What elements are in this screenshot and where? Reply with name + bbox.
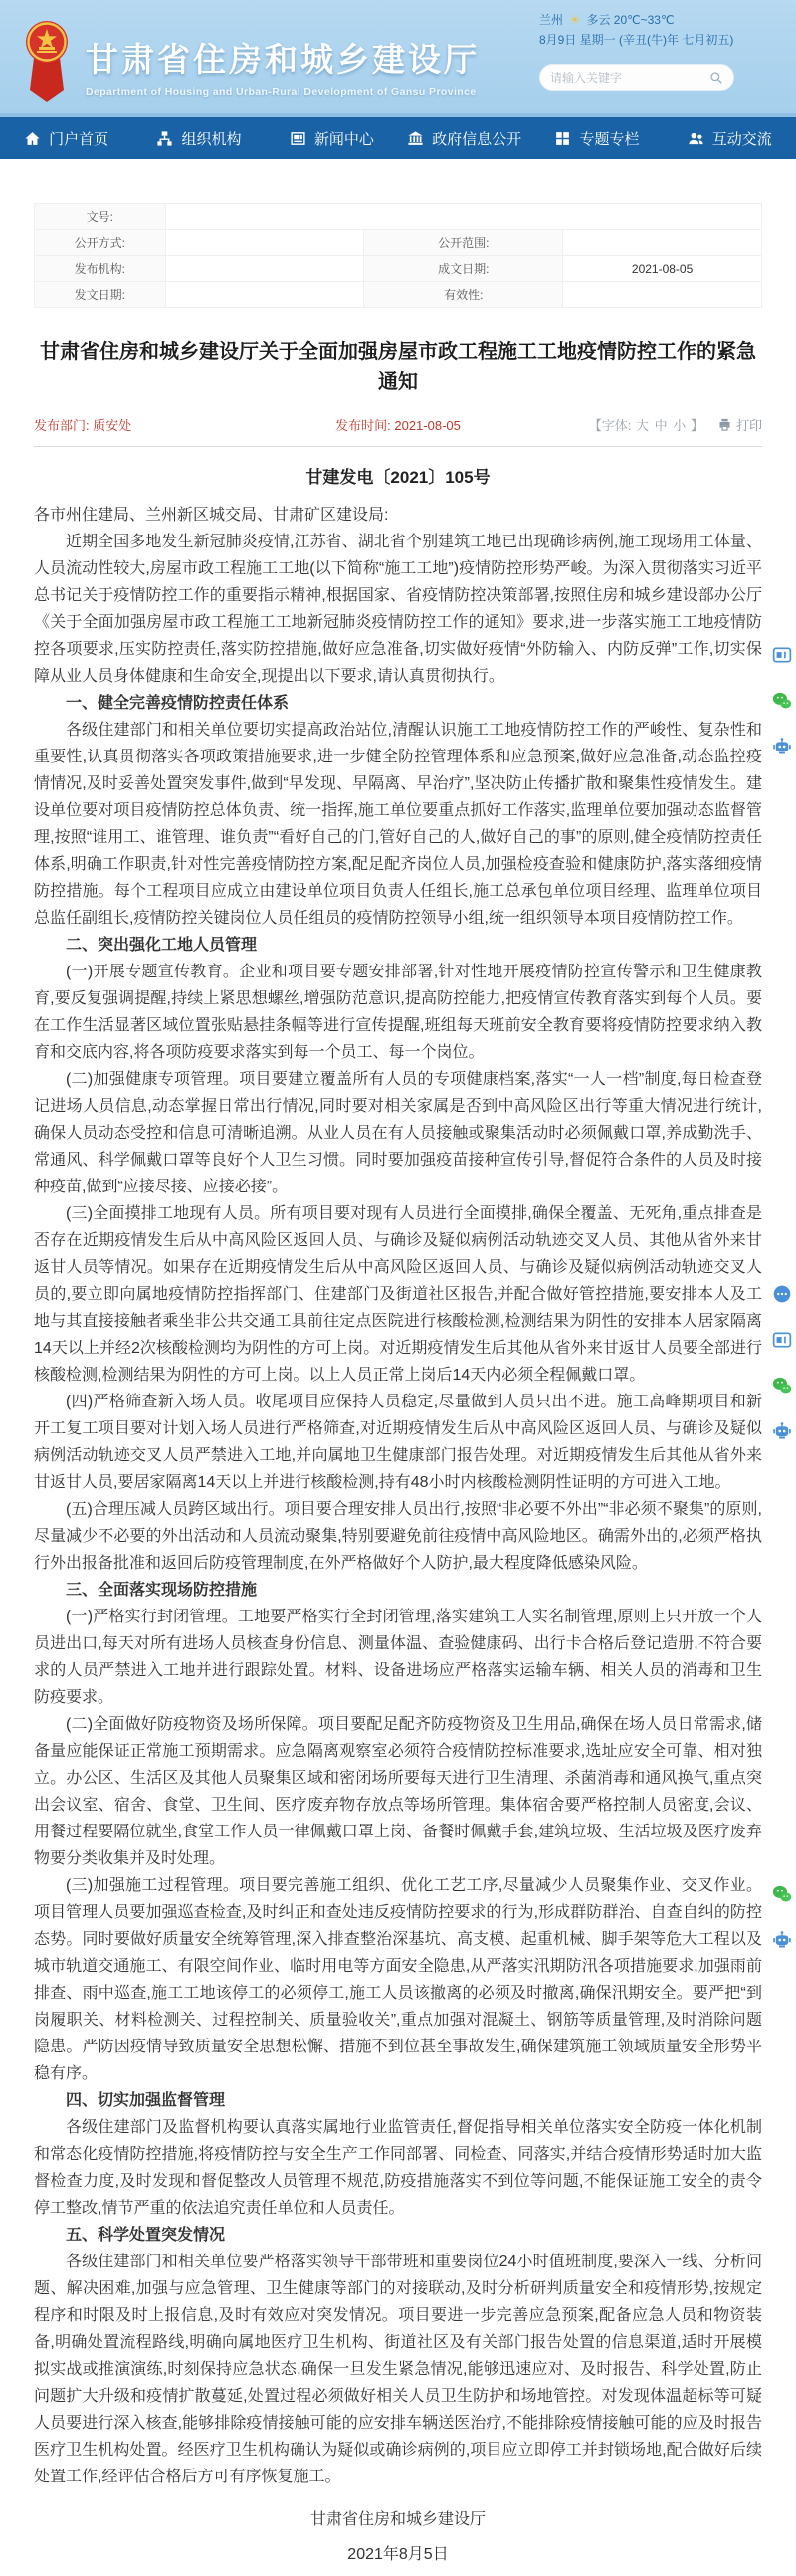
grid-icon: [554, 130, 571, 147]
body-paragraph: (一)开展专题宣传教育。企业和项目要专题安排部署,针对性地开展疫情防控宣传警示和卫生健康教育,要反复强调提醒,持续上紧思想螺丝,增强防范意识,提高防控能力,把疫情宣传教育落实到每个人员。要在工作生活显著区域位置张贴悬挂条幅等进行宣传提醒,班组每天班前安全教育要将疫情防控要求纳入教育和交底内容,将各项防疫要求落实到每一个员工、每一个岗位。: [34, 964, 762, 1061]
pub-time: 发布时间: 2021-08-05: [335, 418, 461, 433]
body-paragraph: 各级住建部门和相关单位要切实提高政治站位,清醒认识施工工地疫情防控工作的严峻性、复杂性和重要性,认真贯彻落实各项政策措施要求,进一步健全防控管理体系和应急预案,做好应急准备,动态监控疫情情况,及时妥善处置突发事件,做到“早发现、早隔离、早治疗”,坚决防止传播扩散和聚集性疫情发生。建设单位要对项目疫情防控总体负责、统一指挥,施工单位要重点抓好工作落实,监理单位要加强动态监督管理,按照“谁用工、谁管理、谁负责”“看好自己的门,管好自己的人,做好自己的事”的原则,健全疫情防控责任体系,明确工作职责,针对性完善疫情防控方案,配足配齐岗位人员,加强检疫查验和健康防护,落实落细疫情防控措施。每个工程项目应成立由建设单位项目负责人任组长,施工总承包单位项目经理、监理单位项目总监任副组长,疫情防控关键岗位人员任组员的疫情防控领导小组,统一组织领导本项目疫情防控工作。: [34, 722, 762, 927]
info-field-label: 公开范围:: [364, 230, 563, 256]
nav-item-4[interactable]: [398, 117, 530, 159]
info-field-label: 公开方式:: [35, 230, 166, 256]
body-paragraph: 各级住建部门及监督机构要认真落实属地行业监管责任,督促指导相关单位落实安全防疫一体化机制和常态化疫情防控措施,将疫情防控与安全生产工作同部署、同检查、同落实,并结合疫情形势适时加大监督检查力度,及时发现和督促整改人员管理不规范,防疫措施落实不到位等问题,不能保证施工安全的责令停工整改,情节严重的依法追究责任单位和人员责任。: [34, 2119, 762, 2217]
body-paragraph: (三)全面摸排工地现有人员。所有项目要对现有人员进行全面摸排,确保全覆盖、无死角,重点排查是否存在近期疫情发生后从中高风险区返回人员、与确诊及疑似病例活动轨迹交叉人员、其他从省外来甘返甘人员等情况。如果存在近期疫情发生后从中高风险区返回人员、与确诊及疑似病例活动轨迹交叉人员的,要立即向属地疫情防控指挥部门、住建部门及街道社区报告,并配合做好管控措施,要安排本人及工地与其直接接触者乘坐非公共交通工具前往定点医院进行核酸检测,检测结果为阴性的安排本人居家隔离14天以上并经2次核酸检测均为阴性的方可上岗。对近期疫情发生后其他从省外来甘返甘人员要全部进行核酸检测,检测结果为阴性的方可上岗。以上人员正常上岗后14天内必须全程佩戴口罩。: [34, 1205, 762, 1384]
site-title: 甘肃省住房和城乡建设厅: [86, 41, 480, 78]
nav-item-label: 政府信息公开: [432, 130, 522, 148]
body-paragraph: (二)全面做好防疫物资及场所保障。项目要配足配齐防疫物资及卫生用品,确保在场人员日常需求,储备量应能保证正常施工预期需求。应急隔离观察室必须符合疫情防控标准要求,选址应安全可靠、相对独立。办公区、生活区及其他人员聚集区域和密闭场所要每天进行卫生清理、杀菌消毒和通风换气,重点突出会议室、宿舍、食堂、卫生间、医疗废弃物存放点等场所管理。集体宿舍要严格控制人员密度,会议、用餐过程要隔位就坐,食堂工作人员一律佩戴口罩上岗、备餐时佩戴手套,建筑垃圾、生活垃圾及医疗废弃物要分类收集并及时处理。: [34, 1716, 762, 1867]
info-field-value: 2021-08-05: [563, 256, 762, 282]
wechat-icon[interactable]: [772, 1376, 792, 1395]
signature-org: 甘肃省住房和城乡建设厅: [309, 2511, 486, 2528]
card-reader-icon[interactable]: [772, 1330, 792, 1350]
print-button[interactable]: 打印: [717, 415, 762, 434]
pub-dept: 发布部门: 质安处: [34, 418, 132, 433]
body-paragraph: (三)加强施工过程管理。项目要完善施工组织、优化工艺工序,尽量减少人员聚集作业、交叉作业。项目管理人员要加强巡查检查,及时纠正和查处违反疫情防控要求的行为,形成群防群治、自查自纠的防控态势。同时要做好质量安全统筹管理,深入排查整治深基坑、高支模、起重机械、脚手架等危大工程以及城市轨道交通施工、有限空间作业、临时用电等方面安全隐患,从严落实汛期防汛各项措施要求,加强雨前排查、雨中巡查,施工工地该停工的必须停工,施工人员该撤离的必须及时撤离,确保汛期安全。要严把“到岗履职关、材料检测关、过程控制关、质量验收关”,重点加强对混凝土、钢筋等质量管理,及时消除问题隐患。严防因疫情导致质量安全思想松懈、措施不到位甚至事故发生,确保建筑施工领域质量安全形势平稳有序。: [34, 1877, 762, 2082]
search-icon[interactable]: [709, 71, 723, 85]
nav-item-label: 组织机构: [181, 130, 242, 148]
info-table-row: [35, 230, 762, 256]
doc-title: 甘肃省住房和城乡建设厅关于全面加强房屋市政工程施工工地疫情防控工作的紧急通知: [40, 341, 756, 393]
search-input[interactable]: [550, 71, 709, 85]
section-heading: 二、突出强化工地人员管理: [66, 937, 258, 954]
font-size-switch: 【字体: 大 中 小 】: [588, 418, 703, 433]
weather-line: [539, 10, 768, 30]
nav-item-label: 新闻中心: [313, 130, 374, 148]
document-body: [34, 502, 762, 2490]
signature-block: [34, 2506, 762, 2568]
chat-bubble-icon[interactable]: [772, 1284, 792, 1304]
card-reader-icon[interactable]: [772, 645, 792, 665]
nav-item-label: 专题专栏: [579, 130, 640, 148]
body-paragraph: 各市州住建局、兰州新区城交局、甘肃矿区建设局:: [34, 507, 389, 524]
main-nav: [0, 113, 796, 159]
site-subtitle: Department of Housing and Urban-Rural Development of Gansu Province: [86, 86, 477, 98]
nav-item-3[interactable]: [266, 117, 398, 159]
nav-item-label: 互动交流: [711, 130, 772, 148]
people-icon: [688, 130, 704, 147]
printer-icon: [717, 417, 732, 432]
news-icon: [290, 130, 306, 147]
weather-city: 兰州: [539, 13, 564, 27]
info-field-value: [563, 230, 762, 256]
info-table-row: [35, 204, 762, 230]
font-size-small[interactable]: 小: [673, 418, 687, 433]
info-field-value: [165, 204, 761, 230]
robot-icon[interactable]: [772, 1930, 792, 1950]
sun-icon: ☀: [569, 13, 581, 27]
info-field-value: [165, 256, 364, 282]
search-box: [539, 64, 734, 91]
site-header: [0, 0, 796, 113]
nav-item-2[interactable]: [132, 117, 265, 159]
weather-condition: 多云 20℃~33℃: [586, 13, 675, 27]
divider: [34, 446, 762, 447]
nav-item-1[interactable]: [0, 117, 132, 159]
gov-icon: [407, 130, 424, 147]
floating-widget-group-1: [772, 645, 794, 782]
body-paragraph: 各级住建部门和相关单位要严格落实领导干部带班和重要岗位24小时值班制度,要深入一线、分析问题、解决困难,加强与应急管理、卫生健康等部门的对接联动,及时分析研判质量安全和疫情形势,按规定程序和时限及时上报信息,及时有效应对突发情况。项目要进一步完善应急预案,配备应急人员和物资装备,明确处置流程路线,明确向属地医疗卫生机构、街道社区及有关部门报告处置的信息渠道,适时开展模拟实战或推演演练,时刻保持应急状态,确保一旦发生紧急情况,能够迅速应对、及时报告、科学处置,防止问题扩大升级和疫情扩散蔓延,处置过程必须做好相关人员卫生防护和场地管控。对发现体温超标等可疑人员要进行深入核查,能够排除疫情接触可能的应安排车辆送医治疗,不能排除疫情接触可能的应及时报告医疗卫生机构处置。经医疗卫生机构确认为疑似或确诊病例的,项目应立即停工并封锁场地,配合做好后续处置工作,经评估合格后方可有序恢复施工。: [34, 2254, 762, 2485]
info-field-value: [165, 282, 364, 308]
robot-icon[interactable]: [772, 1421, 792, 1441]
section-heading: 三、全面落实现场防控措施: [66, 1582, 258, 1599]
floating-widget-group-2: [772, 1284, 794, 1467]
national-emblem-icon: [24, 20, 70, 104]
wechat-icon[interactable]: [772, 691, 792, 711]
info-field-label: 发布机构:: [35, 256, 166, 282]
body-paragraph: 近期全国多地发生新冠肺炎疫情,江苏省、湖北省个别建筑工地已出现确诊病例,施工现场用工体量、人员流动性较大,房屋市政工程施工工地(以下简称“施工工地”)疫情防控形势严峻。为深入贯彻落实习近平总书记关于疫情防控工作的重要指示精神,根据国家、省疫情防控决策部署,按照住房和城乡建设部办公厅《关于全面加强房屋市政工程施工工地新冠肺炎疫情防控工作的通知》要求,进一步落实施工工地疫情防控各项要求,压实防控责任,落实防控措施,做好应急准备,切实做好疫情“外防输入、内防反弹”工作,切实保障从业人员身体健康和生命安全,现提出以下要求,请认真贯彻执行。: [34, 534, 762, 685]
info-field-value: [563, 282, 762, 308]
date-line: 8月9日 星期一 (辛丑(牛)年 七月初五): [539, 33, 734, 47]
info-field-label: 发文日期:: [35, 282, 166, 308]
wechat-icon[interactable]: [772, 1884, 792, 1904]
doc-meta: [34, 415, 762, 434]
home-icon: [24, 130, 41, 147]
font-size-medium[interactable]: 中: [654, 418, 668, 433]
body-paragraph: (五)合理压减人员跨区域出行。项目要合理安排人员出行,按照“非必要不外出”“非必须不聚集”的原则,尽量减少不必要的外出活动和人员流动聚集,特别要避免前往疫情中高风险地区。确需外出的,必须严格执行外出报备批准和返回后防疫管理制度,在外严格做好个人防护,最大程度降低感染风险。: [34, 1501, 762, 1572]
sitemap-icon: [156, 130, 173, 147]
info-field-label: 成文日期:: [364, 256, 563, 282]
info-table-row: [35, 256, 762, 282]
nav-item-6[interactable]: [664, 117, 796, 159]
body-paragraph: (四)严格筛查新入场人员。收尾项目应保持人员稳定,尽量做到人员只出不进。施工高峰期项目和新开工复工项目要对计划入场人员进行严格筛查,对近期疫情发生后从中高风险区返回人员、与确诊及疑似病例活动轨迹交叉人员严禁进入工地,并向属地卫生健康部门报告处理。对近期疫情发生后其他从省外来甘返甘人员,要居家隔离14天以上并进行核酸检测,持有48小时内核酸检测阴性证明的方可进入工地。: [34, 1394, 762, 1491]
doc-info-table: [34, 203, 762, 308]
section-heading: 四、切实加强监督管理: [66, 2092, 226, 2109]
body-paragraph: (一)严格实行封闭管理。工地要严格实行全封闭管理,落实建筑工人实名制管理,原则上只开放一个人员进出口,每天对所有进场人员核查身份信息、测量体温、查验健康码、出行卡合格后登记造册,不符合要求的人员严禁进入工地并进行跟踪处置。材料、设备进场应严格落实运输车辆、相关人员的消毒和卫生防疫要求。: [34, 1609, 762, 1706]
robot-icon[interactable]: [772, 737, 792, 756]
section-heading: 五、科学处置突发情况: [66, 2227, 226, 2244]
signature-date: 2021年8月5日: [347, 2546, 449, 2563]
nav-item-label: 门户首页: [49, 130, 109, 148]
brand[interactable]: [24, 20, 480, 104]
content: [0, 203, 796, 2568]
info-field-value: [165, 230, 364, 256]
floating-widget-group-3: [772, 1884, 794, 1976]
nav-item-5[interactable]: [530, 117, 663, 159]
info-table-row: [35, 282, 762, 308]
body-paragraph: (二)加强健康专项管理。项目要建立覆盖所有人员的专项健康档案,落实“一人一档”制度,每日检查登记进场人员信息,动态掌握日常出行情况,同时要对相关家属是否到中高风险区出行等重大情况进行统计,确保人员动态受控和信息可清晰追溯。从业人员在有人员接触或聚集活动时必须佩戴口罩,养成勤洗手、常通风、科学佩戴口罩等良好个人卫生习惯。同时要加强疫苗接种宣传引导,督促符合条件的人员及时接种疫苗,做到“应接尽接、应接必接”。: [34, 1071, 762, 1195]
doc-number: 甘建发电〔2021〕105号: [305, 468, 491, 487]
info-field-label: 有效性:: [364, 282, 563, 308]
font-size-large[interactable]: 大: [636, 418, 650, 433]
info-field-label: 文号:: [35, 204, 166, 230]
section-heading: 一、健全完善疫情防控责任体系: [66, 695, 290, 712]
